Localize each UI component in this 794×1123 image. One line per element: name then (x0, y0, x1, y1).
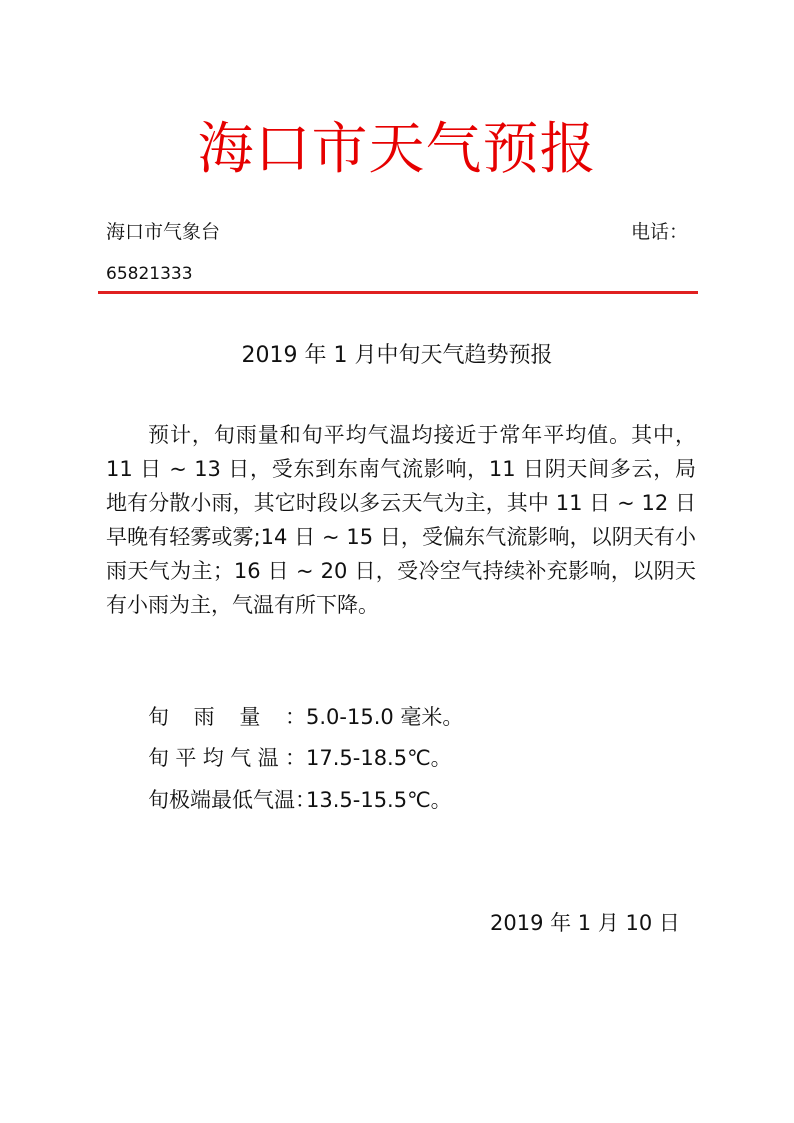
issue-date: 2019 年 1 月 10 日 (490, 911, 680, 935)
phone-label: 电话： (631, 221, 689, 243)
stat-rainfall (148, 702, 463, 732)
stat-minimum-temperature (148, 785, 452, 815)
stat-value: 5.0-15.0 毫米。 (306, 705, 464, 729)
stat-label: 旬雨量： (148, 705, 306, 729)
stat-average-temperature (148, 743, 452, 773)
phone-number: 65821333 (106, 264, 193, 284)
stat-value: 13.5-15.5℃。 (306, 788, 452, 812)
document-title: 2019 年 1 月中旬天气趋势预报 (241, 343, 553, 368)
organization-name: 海口市气象台 (106, 221, 221, 243)
stat-label: 旬平均气温： (148, 746, 306, 770)
stat-value: 17.5-18.5℃。 (306, 746, 452, 770)
stat-label: 旬极端最低气温： (148, 788, 316, 812)
masthead-title: 海口市天气预报 (197, 117, 597, 182)
red-divider (98, 291, 698, 294)
forecast-body: 预计，旬雨量和旬平均气温均接近于常年平均值。其中，11 日 ~ 13 日，受东到东南气流影响，11 日阴天间多云，局地有分散小雨，其它时段以多云天气为主，其中 11 日 ~ 12 日早晚有轻雾或雾;14 日 ~ 15 日，受偏东气流影响，以阴天有小雨天气为主；16 日 ~ 20 日，受冷空气持续补充影响，以阴天有小雨为主，气温有所下降。 (106, 423, 696, 617)
